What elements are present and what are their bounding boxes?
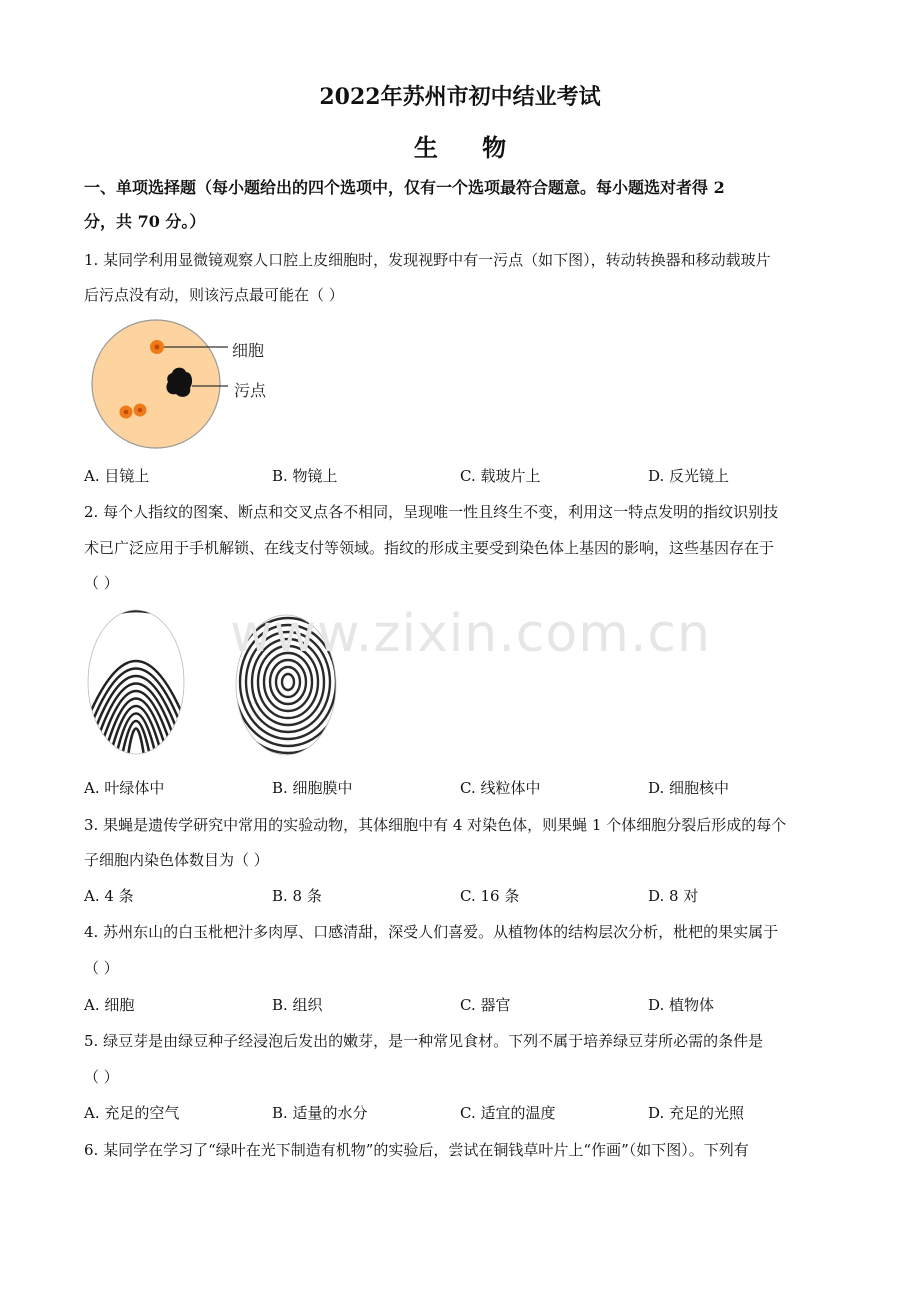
q1-options [84, 466, 844, 486]
subject-title: 生 物 [413, 133, 525, 162]
q2-option-a[interactable]: A. 叶绿体中 [84, 779, 165, 797]
q5-option-a[interactable]: A. 充足的空气 [84, 1104, 180, 1122]
q2-stem-line1: 2. 每个人指纹的图案、断点和交叉点各不相同，呈现唯一性且终生不变，利用这一特点发明的指纹识别技 [84, 503, 779, 521]
q3-options [84, 886, 844, 906]
q3-stem-line2: 子细胞内染色体数目为（ ） [84, 851, 269, 869]
section-heading-line1: 一、单项选择题（每小题给出的四个选项中，仅有一个选项最符合题意。每小题选对者得 2 [84, 178, 725, 197]
q4-stem-line2: （ ） [84, 959, 119, 977]
section-heading-line2: 分，共 70 分。） [84, 212, 206, 231]
q3-option-b[interactable]: B. 8 条 [272, 887, 322, 905]
q4-stem-line1: 4. 苏州东山的白玉枇杷汁多肉厚、口感清甜，深受人们喜爱。从植物体的结构层次分析，枇杷的果实属于 [84, 923, 779, 941]
q2-stem-line3: （ ） [84, 574, 119, 592]
q3-option-d[interactable]: D. 8 对 [648, 887, 699, 905]
q2-option-b[interactable]: B. 细胞膜中 [272, 779, 353, 797]
q1-stem-line2: 后污点没有动，则该污点最可能在（ ） [84, 286, 344, 304]
q3-option-c[interactable]: C. 16 条 [460, 887, 520, 905]
label-spot: 污点 [234, 381, 267, 400]
q5-option-d[interactable]: D. 充足的光照 [648, 1104, 745, 1122]
q1-option-b[interactable]: B. 物镜上 [272, 467, 338, 485]
q4-option-a[interactable]: A. 细胞 [84, 996, 135, 1014]
q2-options [84, 778, 844, 798]
watermark: www.zixin.com.cn [230, 604, 711, 664]
q5-options [84, 1103, 844, 1123]
q5-option-b[interactable]: B. 适量的水分 [272, 1104, 368, 1122]
q4-option-b[interactable]: B. 组织 [272, 996, 323, 1014]
q2-option-c[interactable]: C. 线粒体中 [460, 779, 541, 797]
q2-stem-line2: 术已广泛应用于手机解锁、在线支付等领域。指纹的形成主要受到染色体上基因的影响，这些基因存在于 [84, 539, 775, 557]
q1-option-d[interactable]: D. 反光镜上 [648, 467, 730, 485]
q4-option-c[interactable]: C. 器官 [460, 996, 511, 1014]
fingerprint-image-1 [84, 606, 188, 760]
q1-stem-line1: 1. 某同学利用显微镜观察人口腔上皮细胞时，发现视野中有一污点（如下图），转动转换器和移动载玻片 [84, 251, 771, 269]
q5-option-c[interactable]: C. 适宜的温度 [460, 1104, 556, 1122]
q4-option-d[interactable]: D. 植物体 [648, 996, 715, 1014]
q1-option-c[interactable]: C. 载玻片上 [460, 467, 541, 485]
q4-options [84, 995, 844, 1015]
q2-option-d[interactable]: D. 细胞核中 [648, 779, 730, 797]
field-of-view [92, 320, 220, 448]
q5-stem-line1: 5. 绿豆芽是由绿豆种子经浸泡后发出的嫩芽，是一种常见食材。下列不属于培养绿豆芽所必需的条件是 [84, 1032, 764, 1050]
q6-stem-line1: 6. 某同学在学习了“绿叶在光下制造有机物”的实验后，尝试在铜钱草叶片上“作画”（如下图）。下列有 [84, 1141, 749, 1159]
label-cell: 细胞 [232, 341, 265, 360]
q3-option-a[interactable]: A. 4 条 [84, 887, 134, 905]
exam-title: 2022年苏州市初中结业考试 [319, 84, 601, 110]
q5-stem-line2: （ ） [84, 1068, 119, 1086]
q1-option-a[interactable]: A. 目镜上 [84, 467, 150, 485]
q3-stem-line1: 3. 果蝇是遗传学研究中常用的实验动物，其体细胞中有 4 对染色体，则果蝇 1 个体细胞分裂后形成的每个 [84, 816, 787, 834]
